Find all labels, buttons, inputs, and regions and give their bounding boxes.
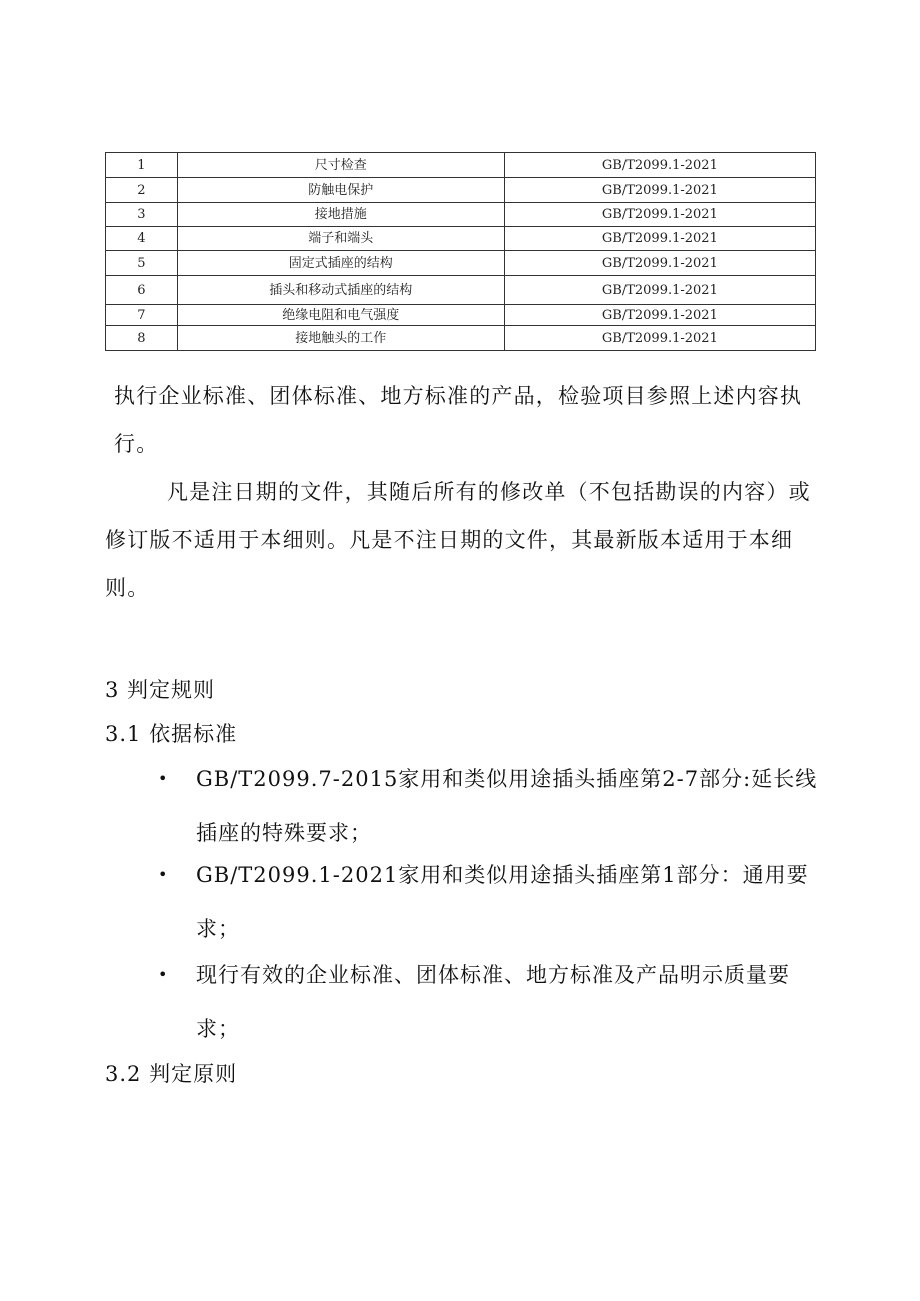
row-item: 接地触头的工作 xyxy=(177,326,504,351)
list-item xyxy=(158,848,818,956)
table-row xyxy=(106,305,816,326)
list-item xyxy=(158,752,818,860)
row-standard: GB/T2099.1-2021 xyxy=(504,305,815,326)
table-row xyxy=(106,153,816,178)
section-3-heading: 3 判定规则 xyxy=(105,678,216,702)
row-standard: GB/T2099.1-2021 xyxy=(504,178,815,203)
table-row xyxy=(106,276,816,305)
bullet-icon: • xyxy=(158,769,169,788)
bullet-text: 现行有效的企业标准、团体标准、地方标准及产品明示质量要求； xyxy=(196,963,790,1041)
row-number: 1 xyxy=(106,153,178,178)
section-3-2-heading: 3.2 判定原则 xyxy=(105,1062,238,1086)
row-number: 6 xyxy=(106,276,178,305)
row-standard: GB/T2099.1-2021 xyxy=(504,326,815,351)
row-standard: GB/T2099.1-2021 xyxy=(504,203,815,227)
bullet-text: GB/T2099.7-2015家用和类似用途插头插座第2-7部分:延长线插座的特殊要求； xyxy=(196,767,818,845)
list-item xyxy=(158,948,818,1056)
row-item: 防触电保护 xyxy=(177,178,504,203)
paragraph-enterprise-standards: 执行企业标准、团体标准、地方标准的产品，检验项目参照上述内容执行。 xyxy=(114,384,803,456)
table-row xyxy=(106,178,816,203)
row-standard: GB/T2099.1-2021 xyxy=(504,251,815,276)
table-row xyxy=(106,227,816,251)
row-number: 8 xyxy=(106,326,178,351)
row-item: 尺寸检查 xyxy=(177,153,504,178)
row-standard: GB/T2099.1-2021 xyxy=(504,227,815,251)
bullet-icon: • xyxy=(158,965,169,984)
table-row xyxy=(106,251,816,276)
row-item: 接地措施 xyxy=(177,203,504,227)
row-number: 7 xyxy=(106,305,178,326)
row-number: 2 xyxy=(106,178,178,203)
inspection-items-table xyxy=(105,152,816,351)
section-3-1-heading: 3.1 依据标准 xyxy=(105,722,238,746)
row-number: 4 xyxy=(106,227,178,251)
row-item: 绝缘电阻和电气强度 xyxy=(177,305,504,326)
row-number: 5 xyxy=(106,251,178,276)
bullet-icon: • xyxy=(158,865,169,884)
paragraph-dated-documents: 凡是注日期的文件，其随后所有的修改单（不包括勘误的内容）或修订版不适用于本细则。凡是不注日期的文件，其最新版本适用于本细则。 xyxy=(105,480,811,600)
row-standard: GB/T2099.1-2021 xyxy=(504,276,815,305)
table-row xyxy=(106,326,816,351)
bullet-text: GB/T2099.1-2021家用和类似用途插头插座第1部分：通用要求； xyxy=(196,863,809,941)
row-item: 插头和移动式插座的结构 xyxy=(177,276,504,305)
table-row xyxy=(106,203,816,227)
row-standard: GB/T2099.1-2021 xyxy=(504,153,815,178)
row-item: 端子和端头 xyxy=(177,227,504,251)
row-number: 3 xyxy=(106,203,178,227)
row-item: 固定式插座的结构 xyxy=(177,251,504,276)
